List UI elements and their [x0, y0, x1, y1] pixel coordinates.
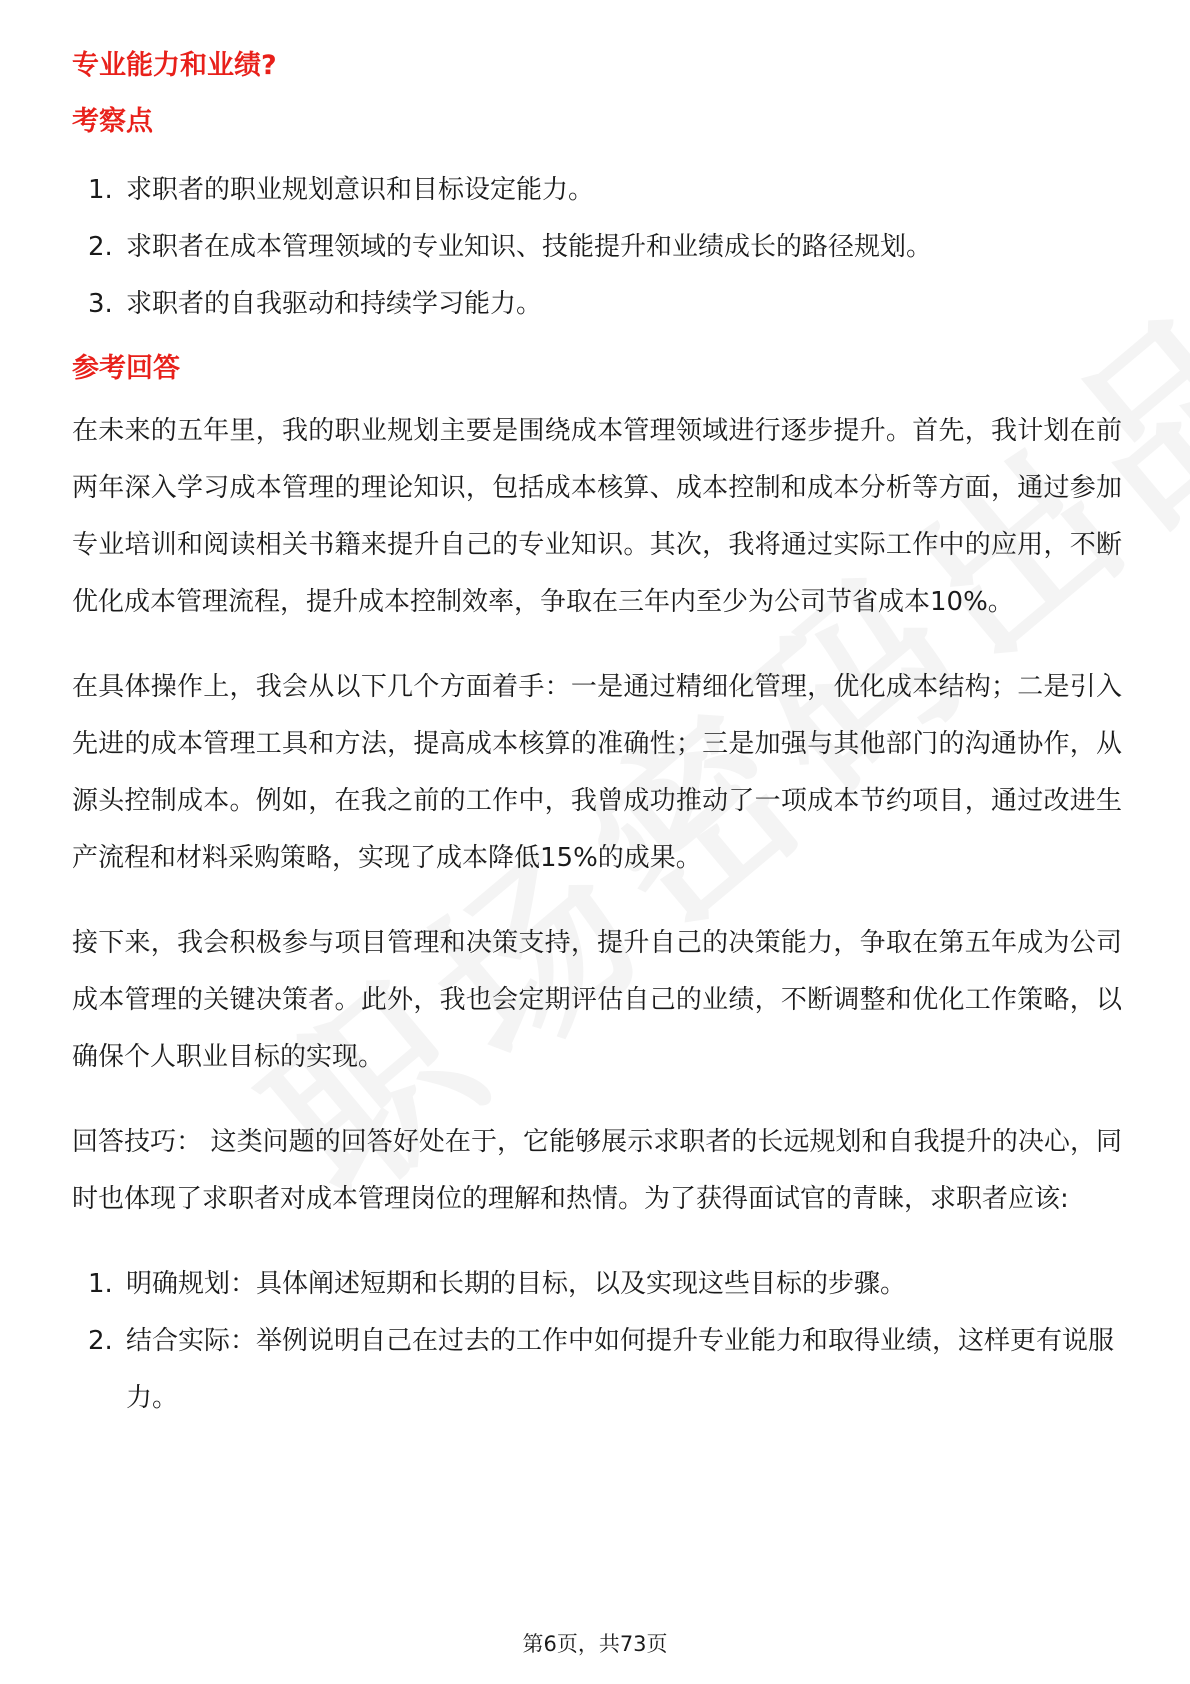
answer-tips-paragraph: 回答技巧： 这类问题的回答好处在于，它能够展示求职者的长远规划和自我提升的决心，同时也体现了求职者对成本管理岗位的理解和热情。为了获得面试官的青睐，求职者应该: — [72, 1127, 1122, 1214]
list-number: 2. — [88, 1326, 113, 1356]
list-number: 1. — [88, 1269, 113, 1299]
page-footer: 第6页，共73页 — [522, 1632, 668, 1656]
answer-paragraph: 在具体操作上，我会从以下几个方面着手：一是通过精细化管理，优化成本结构；二是引入先进的成本管理工具和方法，提高成本核算的准确性；三是加强与其他部门的沟通协作，从源头控制成本。例如，在我之前的工作中，我曾成功推动了一项成本节约项目，通过改进生产流程和材料采购策略，实现了成本降低15%的成果。 — [72, 672, 1122, 873]
list-item — [72, 219, 1122, 276]
list-item — [72, 1313, 1122, 1427]
list-item-text: 求职者的自我驱动和持续学习能力。 — [126, 289, 543, 319]
examination-heading: 考察点 — [72, 106, 153, 137]
page-content — [72, 44, 1122, 1427]
list-number: 2. — [88, 232, 113, 262]
list-number: 3. — [88, 289, 113, 319]
examination-points-list — [72, 162, 1122, 333]
answer-heading: 参考回答 — [72, 353, 180, 384]
tips-list — [72, 1256, 1122, 1427]
list-item — [72, 1256, 1122, 1313]
list-item-text: 明确规划：具体阐述短期和长期的目标，以及实现这些目标的步骤。 — [126, 1269, 907, 1299]
answer-paragraph: 在未来的五年里，我的职业规划主要是围绕成本管理领域进行逐步提升。首先，我计划在前两年深入学习成本管理的理论知识，包括成本核算、成本控制和成本分析等方面，通过参加专业培训和阅读相关书籍来提升自己的专业知识。其次，我将通过实际工作中的应用，不断优化成本管理流程，提升成本控制效率，争取在三年内至少为公司节省成本10%。 — [72, 416, 1122, 617]
answer-paragraph: 接下来，我会积极参与项目管理和决策支持，提升自己的决策能力，争取在第五年成为公司成本管理的关键决策者。此外，我也会定期评估自己的业绩，不断调整和优化工作策略，以确保个人职业目标的实现。 — [72, 928, 1122, 1072]
list-item-text: 求职者在成本管理领域的专业知识、技能提升和业绩成长的路径规划。 — [126, 232, 933, 262]
list-item — [72, 276, 1122, 333]
question-title: 专业能力和业绩? — [72, 50, 277, 81]
list-item-text: 结合实际：举例说明自己在过去的工作中如何提升专业能力和取得业绩，这样更有说服力。 — [126, 1326, 1115, 1413]
list-number: 1. — [88, 175, 113, 205]
list-item — [72, 162, 1122, 219]
list-item-text: 求职者的职业规划意识和目标设定能力。 — [126, 175, 595, 205]
